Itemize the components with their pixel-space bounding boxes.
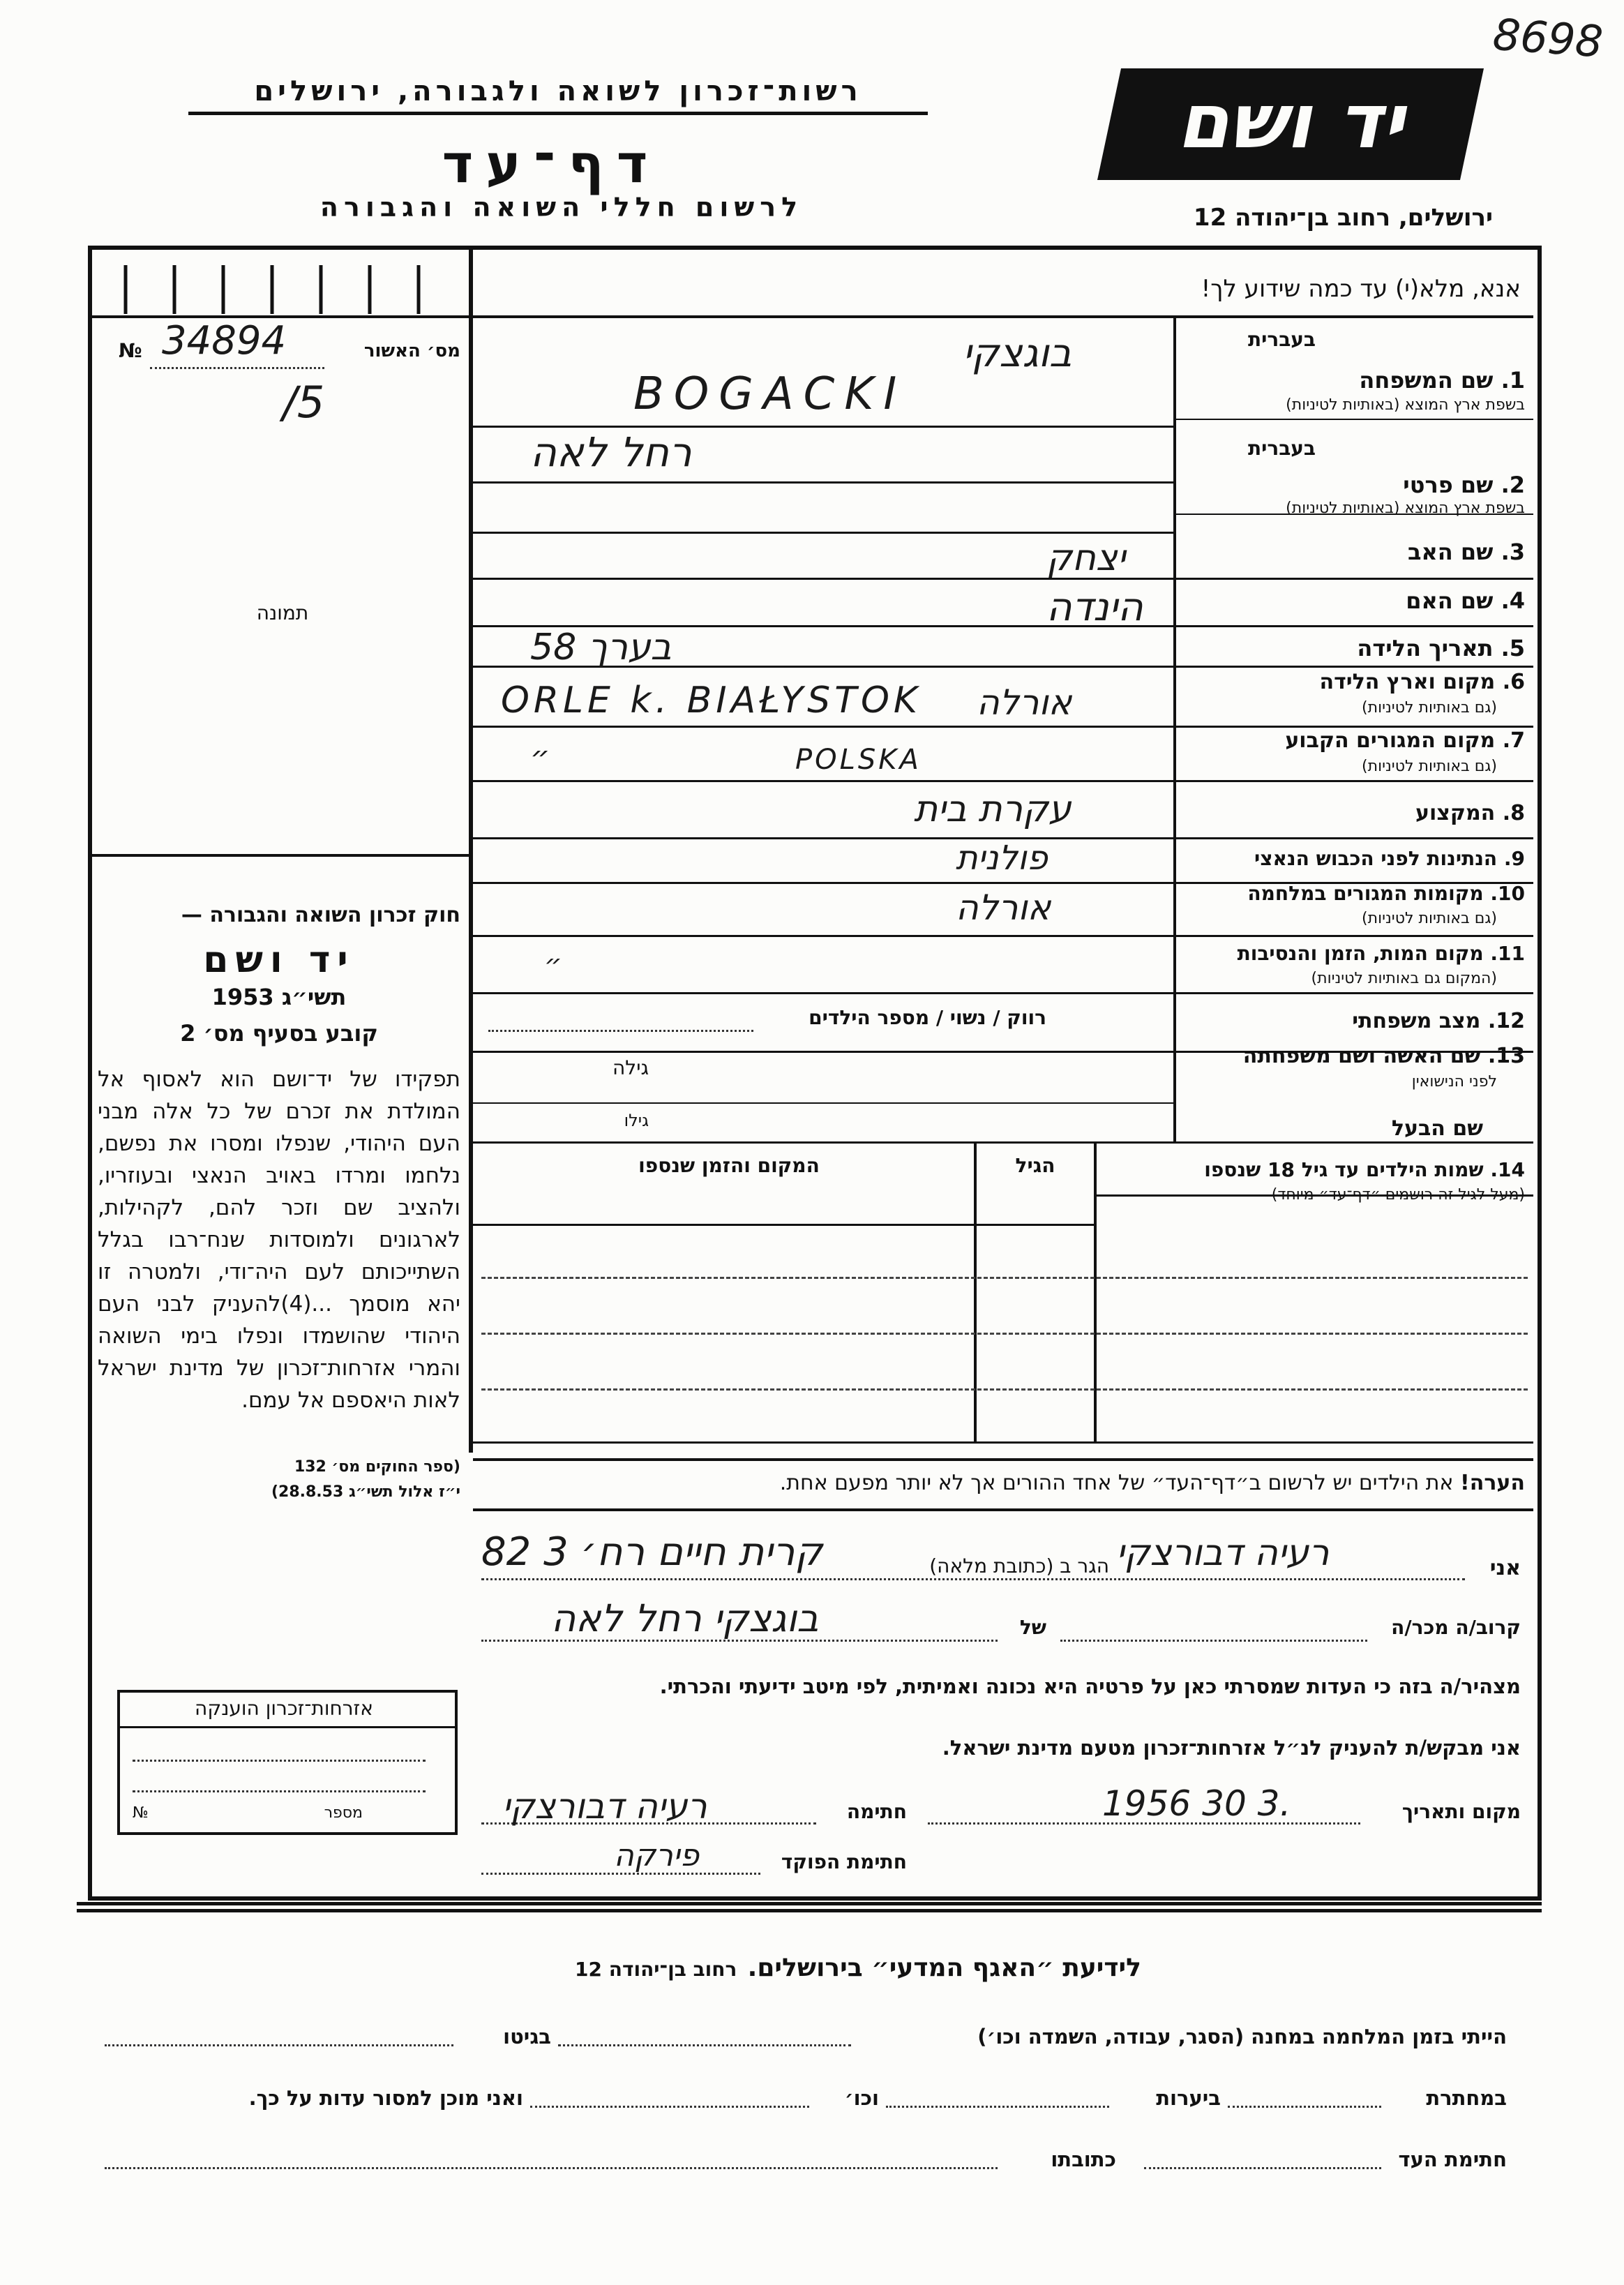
- law-name: יד ושם: [203, 939, 355, 981]
- footer-line3-a: חתימת העד: [1398, 2148, 1507, 2171]
- place-date-value: 1956 30 3.: [1102, 1783, 1291, 1824]
- field-4-value: הינדה: [1046, 585, 1143, 630]
- field-1-label: בעברית 1. שם המשפחה בשפת ארץ המוצא (באותיות לטיניות): [1247, 328, 1525, 414]
- field-10-value: אורלה: [956, 887, 1051, 928]
- form-title: דף־עד: [442, 133, 661, 195]
- footer-line2-a: במחתרת: [1426, 2086, 1507, 2110]
- footer-title-row: [488, 1954, 1228, 1982]
- footer-line2-d: ואני מוכן למסור עדות על כך.: [248, 2086, 523, 2110]
- signature-label: חתימה: [846, 1800, 907, 1823]
- law-clause: קובע בסעיף מס׳ 2: [180, 1020, 378, 1047]
- approval-no-sign: №: [119, 339, 142, 362]
- field-9-value: פולנית: [956, 839, 1048, 878]
- field-7-value-latin: POLSKA: [795, 744, 922, 776]
- field-7-value-ditto: ״: [530, 740, 550, 775]
- officer-signature-value: פירקה: [614, 1838, 700, 1873]
- children-col-age: הגיל: [1015, 1154, 1055, 1177]
- field-1-value-hebrew: בוגצקי: [963, 331, 1072, 376]
- form-subtitle: לרשום חללי השואה והגבורה: [319, 192, 804, 223]
- photo-label: תמונה: [256, 601, 309, 624]
- field-12-value: רווק / נשוי / מספר הילדים: [809, 1006, 1046, 1029]
- footer-line3-b: כתובתו: [1051, 2148, 1116, 2171]
- field-1-value-latin: BOGACKI: [633, 368, 907, 420]
- officer-signature-label: חתימת הפוקד: [781, 1850, 907, 1873]
- note-label: הערה!: [1460, 1471, 1525, 1495]
- footer-line1-end: בגיטו: [503, 2025, 551, 2048]
- citizenship-no-sign: №: [133, 1804, 149, 1822]
- institution-underline: [188, 112, 928, 115]
- request-text: אני מבקש/ת להעניק לנ״ל אזרחות־זכרון מטעם מדינת ישראל.: [942, 1736, 1521, 1760]
- law-year: 1953: [211, 984, 274, 1010]
- citizenship-no-label: מספר: [324, 1804, 363, 1822]
- approval-suffix: /5: [283, 377, 325, 428]
- footer-address: רחוב בן־יהודה 12: [575, 1958, 737, 1981]
- law-year-row: [98, 984, 460, 1010]
- law-ref-1: (ספר החוקים מס׳ 132: [294, 1458, 460, 1476]
- declarant-relation-label: קרוב/ה מכר/ה: [1391, 1616, 1521, 1639]
- approval-label: מס׳ האשור: [363, 340, 460, 361]
- declarant-lives-label: הגר ב (כתובת מלאה): [929, 1554, 1109, 1578]
- field-11-value: ״: [544, 949, 562, 981]
- field-6-value-hebrew: אורלה: [977, 682, 1072, 723]
- institution-name: רשות־זכרון לשואה ולגבורה, ירושלים: [254, 75, 862, 107]
- approval-number: 34894: [162, 318, 287, 364]
- field-3-value: יצחק: [1046, 537, 1126, 579]
- declarant-relation-of: בוגצקי רחל לאה: [551, 1596, 819, 1640]
- law-year-heb: תשי״ג: [281, 984, 347, 1010]
- field-13-value: גילה: [612, 1056, 649, 1079]
- tick-strip: [98, 251, 467, 314]
- declarant-ani-label: אני: [1489, 1556, 1521, 1580]
- field-2-value: רחל לאה: [530, 428, 692, 476]
- law-title: חוק זכרון השואה והגבורה —: [181, 903, 460, 927]
- footer-line1-start: הייתי בזמן המלחמה במחנה (הסגר, עבודה, השמדה וכו׳): [977, 2025, 1507, 2048]
- label-column-divider: [1173, 318, 1176, 1141]
- header-address: ירושלים, רחוב בן־יהודה 12: [1193, 204, 1493, 232]
- citizenship-box-title: אזרחות־זכרון הוענקה: [195, 1697, 373, 1720]
- law-text: תפקידו של יד־ושם הוא לאסוף אל המולדת את זכרם של כל אלה מבני העם היהודי, שנפלו ומסרו את נפשם, נלחמו ומרדו באויב הנאצי ובעוזריו, ולהציב שם וזכר להם, לקהילות, לארגונים ולמוסדות שנח־רבו בגלל השתייכותם לעם היה־ודי, ולמטרה זו יהא מוסמך ...(4)להעניק לבני העם היהודי שהושמדו ונפלו בימי השואה והמרי אזרחות־זכרון של מדינת ישראל לאות היאספם אל עמם.: [98, 1067, 460, 1413]
- footer-line2-b: ביערות: [1156, 2086, 1221, 2110]
- field-8-value: עקרת בית: [914, 788, 1072, 830]
- note-row: [481, 1471, 1525, 1495]
- field-5-value: בערך 58: [530, 627, 672, 668]
- place-date-label: מקום ותאריך: [1401, 1800, 1521, 1823]
- archive-number: 8698: [1491, 8, 1605, 68]
- logo-text: יד ושם: [1176, 78, 1404, 165]
- law-ref-2: י״ז אלול תשי״ג 28.8.53): [271, 1483, 460, 1501]
- footer-title: לידיעת ״האגף המדעי״ בירושלים.: [747, 1954, 1141, 1982]
- signature-value: רעיה דבורצקי: [502, 1786, 707, 1827]
- field-2-label: בעברית 2. שם פרטי בשפת ארץ המוצא (באותיות לטיניות): [1247, 437, 1525, 517]
- footer-line2-c: וכו׳: [844, 2086, 879, 2110]
- declarant-of-label: של: [1019, 1616, 1046, 1639]
- note-text: את הילדים יש לרשום ב״דף־העד״ של אחד ההורים אך לא יותר מפעם אחת.: [779, 1471, 1454, 1495]
- husband-name-value: גילו: [624, 1111, 649, 1130]
- field-6-value-latin: ORLE k. BIAŁYSTOK: [501, 680, 922, 721]
- declarant-name: רעיה דבורצקי: [1116, 1532, 1330, 1574]
- declaration-text: מצהיר/ה בזה כי העדות שמסרתי כאן על פרטיה היא נכונה ואמיתית, לפי מיטב ידיעתי והכרתי.: [659, 1675, 1521, 1698]
- children-col-place: המקום והזמן שנספו: [638, 1154, 820, 1177]
- form-intro: אנא, מלא(י) עד כמה שידוע לך!: [1201, 275, 1521, 303]
- declarant-address: קרית חיים רח׳ 3 82: [481, 1529, 823, 1575]
